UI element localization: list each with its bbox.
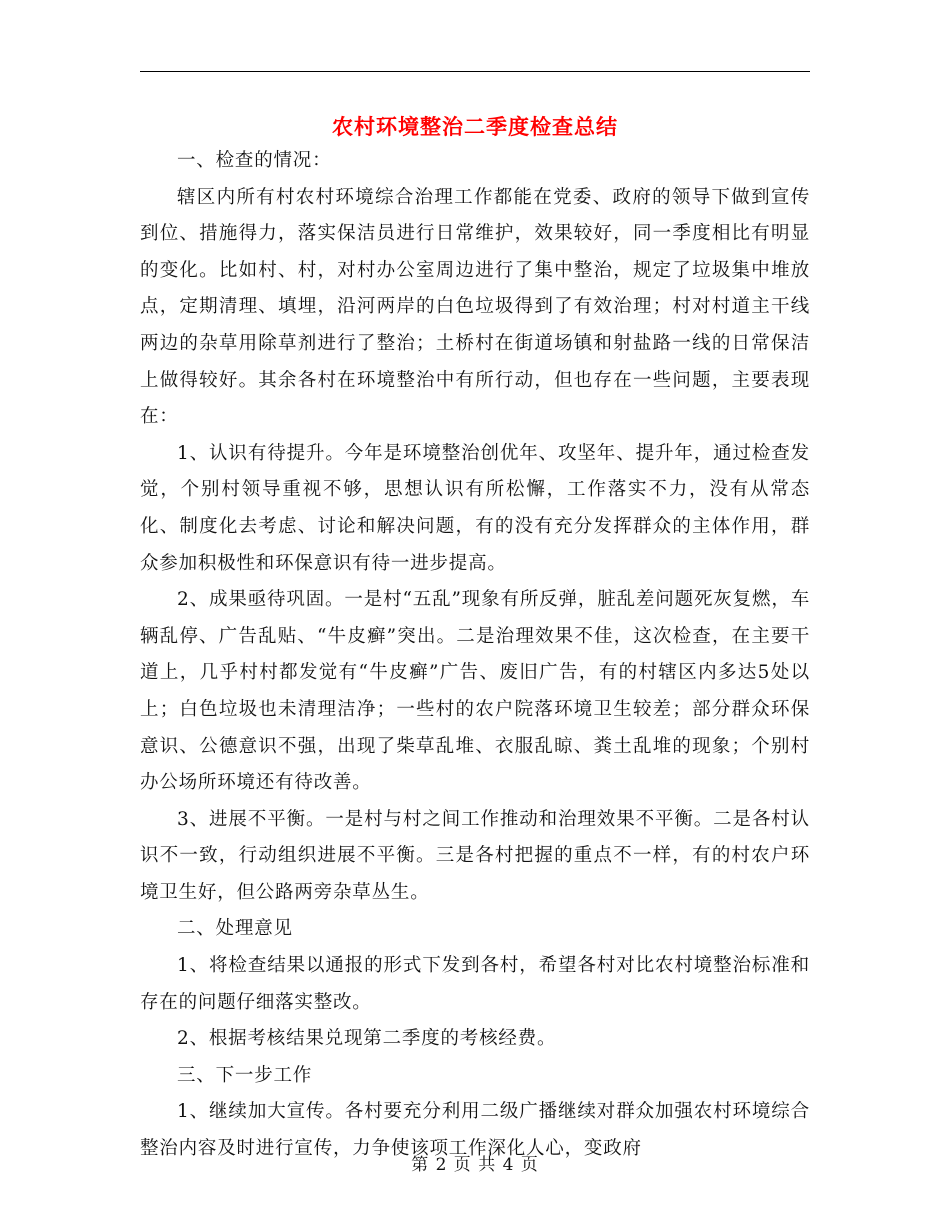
body-paragraph: 2、成果亟待巩固。一是村“五乱”现象有所反弹，脏乱差问题死灰复燃，车辆乱停、广告乱贴、“牛皮癣”突出。二是治理效果不佳，这次检查，在主要干道上，几乎村村都发觉有“牛皮癣”广告、废旧广告，有的村辖区内多达5处以上；白色垃圾也未清理洁净；一些村的农户院落环境卫生较差；部分群众环保意识、公德意识不强，出现了柴草乱堆、衣服乱晾、粪土乱堆的现象；个别村办公场所环境还有待改善。 (140, 589, 810, 794)
body-paragraph: 1、将检查结果以通报的形式下发到各村，希望各村对比农村境整治标准和存在的问题仔细落实整改。 (140, 955, 810, 1013)
header-rule (140, 71, 810, 72)
body-paragraph: 3、进展不平衡。一是村与村之间工作推动和治理效果不平衡。二是各村认识不一致，行动组织进展不平衡。三是各村把握的重点不一样，有的村农户环境卫生好，但公路两旁杂草丛生。 (140, 808, 810, 903)
body-paragraph: 1、继续加大宣传。各村要充分利用二级广播继续对群众加强农村环境综合整治内容及时进行宣传，力争使该项工作深化人心，变政府 (140, 1101, 810, 1160)
body-paragraph: 辖区内所有村农村环境综合治理工作都能在党委、政府的领导下做到宣传到位、措施得力，落实保洁员进行日常维护，效果较好，同一季度相比有明显的变化。比如村、村，对村办公室周边进行了集中整治，规定了垃圾集中堆放点，定期清理、填埋，沿河两岸的白色垃圾得到了有效治理；村对村道主干线两边的杂草用除草剂进行了整治；土桥村在街道场镇和射盐路一线的日常保洁上做得较好。其余各村在环境整治中有所行动，但也存在一些问题，主要表现在： (140, 186, 810, 428)
section-heading-next-steps: 三、下一步工作 (177, 1064, 313, 1086)
section-heading-handling: 二、处理意见 (177, 918, 293, 940)
document-title: 农村环境整治二季度检查总结 (332, 114, 618, 139)
body-paragraph: 2、根据考核结果兑现第二季度的考核经费。 (177, 1028, 557, 1050)
body-paragraph: 1、认识有待提升。今年是环境整治创优年、攻坚年、提升年，通过检查发觉，个别村领导重视不够，思想认识有所松懈，工作落实不力，没有从常态化、制度化去考虑、讨论和解决问题，有的没有充分发挥群众的主体作用，群众参加积极性和环保意识有待一进步提高。 (140, 442, 810, 574)
document-body (140, 143, 810, 1168)
section-heading-inspection: 一、检查的情况： (177, 150, 332, 171)
page-number-footer: 第 2 页 共 4 页 (411, 1155, 539, 1175)
